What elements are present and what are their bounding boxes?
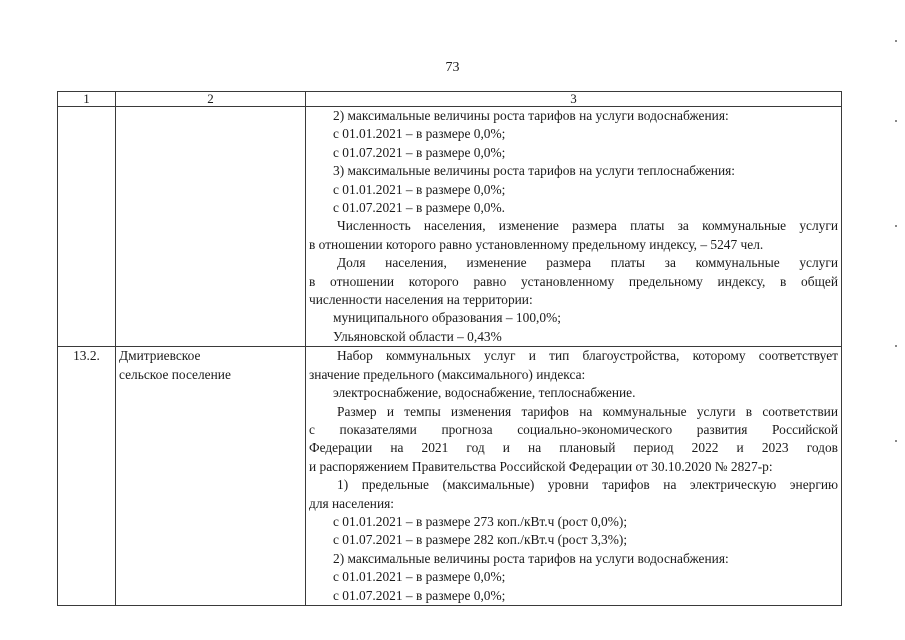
content-line: значение предельного (максимального) индекса: bbox=[309, 366, 586, 382]
content-line: Размер и темпы изменения тарифов на коммунальные услуги в соответствии bbox=[337, 403, 838, 419]
column-header-3: 3 bbox=[306, 92, 842, 107]
content-line: Численность населения, изменение размера платы за коммунальные услуги bbox=[337, 218, 838, 234]
content-line: 3) максимальные величины роста тарифов на услуги теплоснабжения: bbox=[333, 163, 735, 179]
tariff-table bbox=[57, 91, 842, 606]
row-content-cell bbox=[306, 347, 842, 606]
content-line: с показателями прогноза социально-экономического развития Российской bbox=[309, 421, 838, 437]
content-line: муниципального образования – 100,0%; bbox=[333, 310, 561, 326]
content-line: электроснабжение, водоснабжение, теплоснабжение. bbox=[333, 385, 636, 401]
scan-mark bbox=[895, 440, 897, 442]
content-line: Федерации на 2021 год и на плановый период 2022 и 2023 годов bbox=[309, 440, 838, 456]
scan-mark bbox=[895, 120, 897, 122]
content-line: с 01.07.2021 – в размере 0,0%. bbox=[333, 200, 505, 216]
settlement-name-cell bbox=[116, 347, 306, 606]
page-number: 73 bbox=[445, 60, 460, 75]
content-line: и распоряжением Правительства Российской Федерации от 30.10.2020 № 2827-р: bbox=[309, 458, 773, 474]
column-header-1: 1 bbox=[58, 92, 116, 107]
content-line: с 01.01.2021 – в размере 0,0%; bbox=[333, 569, 506, 585]
content-line: Набор коммунальных услуг и тип благоустройства, которому соответствует bbox=[337, 348, 838, 364]
content-line: с 01.01.2021 – в размере 273 коп./кВт.ч (рост 0,0%); bbox=[333, 513, 628, 529]
column-header-2: 2 bbox=[116, 92, 306, 107]
settlement-name-cell bbox=[116, 107, 306, 347]
scan-mark bbox=[895, 345, 897, 347]
content-line: Доля населения, изменение размера платы за коммунальные услуги bbox=[337, 255, 838, 271]
settlement-name-line: сельское поселение bbox=[119, 366, 231, 382]
row-content-cell bbox=[306, 107, 842, 347]
content-line: с 01.01.2021 – в размере 0,0%; bbox=[333, 126, 506, 142]
scan-mark bbox=[895, 225, 897, 227]
row-number-cell bbox=[58, 107, 116, 347]
content-line: в отношении которого равно установленному предельному индексу, в общей bbox=[309, 273, 838, 289]
content-line: 2) максимальные величины роста тарифов на услуги водоснабжения: bbox=[333, 550, 729, 566]
row-number-cell: 13.2. bbox=[58, 347, 116, 606]
content-line: 2) максимальные величины роста тарифов на услуги водоснабжения: bbox=[333, 108, 729, 123]
content-line: Ульяновской области – 0,43% bbox=[333, 328, 502, 344]
content-line: для населения: bbox=[309, 495, 394, 511]
content-line: с 01.01.2021 – в размере 0,0%; bbox=[333, 181, 506, 197]
content-line: с 01.07.2021 – в размере 282 коп./кВт.ч (рост 3,3%); bbox=[333, 532, 628, 548]
content-line: с 01.07.2021 – в размере 0,0%; bbox=[333, 587, 506, 603]
content-line: с 01.07.2021 – в размере 0,0%; bbox=[333, 144, 506, 160]
scan-mark bbox=[895, 40, 897, 42]
content-line: численности населения на территории: bbox=[309, 292, 533, 308]
table-row bbox=[58, 347, 842, 606]
content-line: 1) предельные (максимальные) уровни тарифов на электрическую энергию bbox=[337, 477, 838, 493]
table-header-row bbox=[58, 92, 842, 107]
content-line: в отношении которого равно установленному предельному индексу, – 5247 чел. bbox=[309, 236, 764, 252]
settlement-name-line: Дмитриевское bbox=[119, 348, 201, 364]
table-row bbox=[58, 107, 842, 347]
